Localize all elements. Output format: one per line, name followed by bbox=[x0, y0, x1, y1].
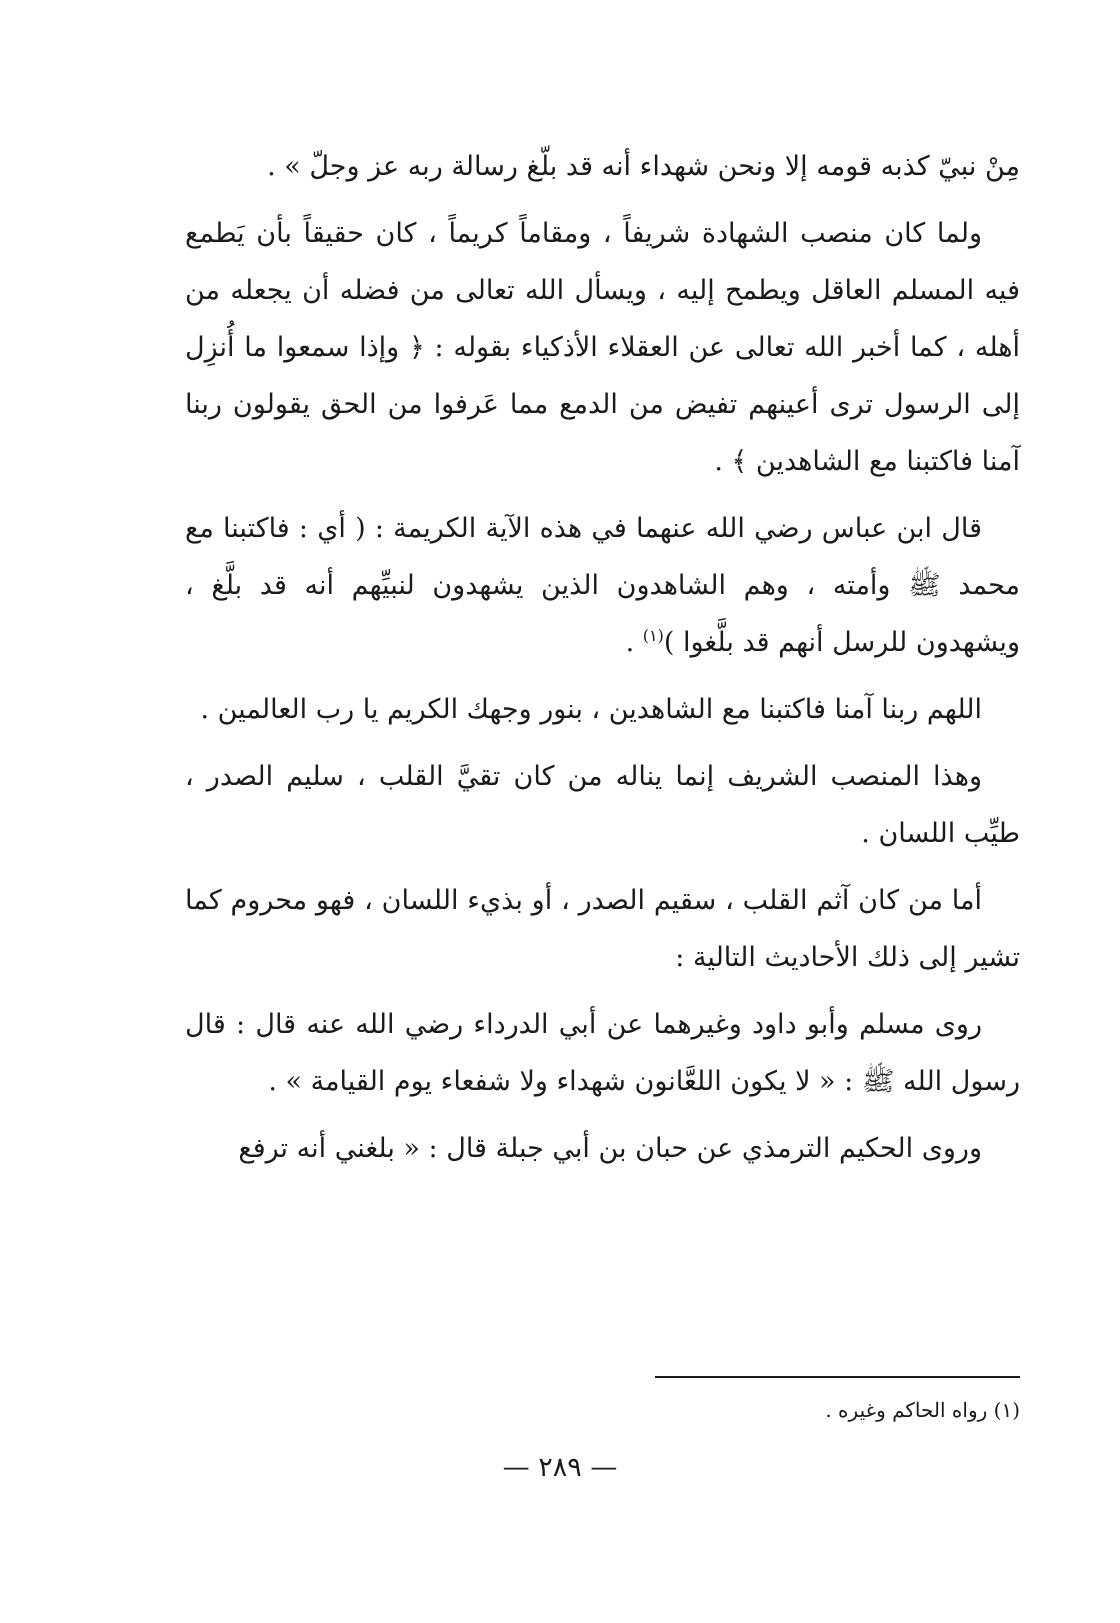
main-text bbox=[185, 138, 1020, 1187]
paragraph-4-text: اللهم ربنا آمنا فاكتبنا مع الشاهدين ، بنور وجهك الكريم يا رب العالمين . bbox=[200, 694, 982, 725]
footnote: (١) رواه الحاكم وغيره . bbox=[825, 1398, 1020, 1422]
paragraph-3-tail: . bbox=[625, 627, 643, 658]
paragraph-7 bbox=[185, 996, 1020, 1110]
paragraph-2 bbox=[185, 205, 1020, 490]
paragraph-1-text: مِنْ نبيّ كذبه قومه إلا ونحن شهداء أنه قد بلّغ رسالة ربه عز وجلّ » . bbox=[267, 151, 1020, 182]
paragraph-5 bbox=[185, 748, 1020, 862]
paragraph-8-text: وروى الحكيم الترمذي عن حبان بن أبي جبلة قال : « بلغني أنه ترفع bbox=[238, 1133, 982, 1164]
paragraph-3-text: قال ابن عباس رضي الله عنهما في هذه الآية الكريمة : ( أي : فاكتبنا مع محمد ﷺ وأمته ، وهم الشاهدون الذين يشهدون لنبيِّهم أنه قد بلَّغ ، ويشهدون للرسل أنهم قد بلَّغوا ) bbox=[185, 513, 1020, 658]
footnote-reference[interactable]: (١) bbox=[642, 626, 664, 645]
paragraph-1 bbox=[185, 138, 1020, 195]
paragraph-7-text: روى مسلم وأبو داود وغيرهما عن أبي الدرداء رضي الله عنه قال : قال رسول الله ﷺ : « لا يكون اللعَّانون شهداء ولا شفعاء يوم القيامة » . bbox=[185, 1009, 1020, 1097]
paragraph-6-text: أما من كان آثم القلب ، سقيم الصدر ، أو بذيء اللسان ، فهو محروم كما تشير إلى ذلك الأحاديث التالية : bbox=[185, 885, 1020, 973]
paragraph-2-text: ولما كان منصب الشهادة شريفاً ، ومقاماً كريماً ، كان حقيقاً بأن يَطمع فيه المسلم العاقل ويطمح إليه ، ويسأل الله تعالى من فضله أن يجعله من أهله ، كما أخبر الله تعالى عن العقلاء الأذكياء بقوله : ﴿ وإذا سمعوا ما أُنزِل إلى الرسول ترى أعينهم تفيض من الدمع مما عَرفوا من الحق يقولون ربنا آمنا فاكتبنا مع الشاهدين ﴾ . bbox=[185, 218, 1020, 477]
paragraph-3 bbox=[185, 500, 1020, 671]
page-number: — ٢٨٩ — bbox=[502, 1452, 618, 1483]
paragraph-5-text: وهذا المنصب الشريف إنما يناله من كان تقيَّ القلب ، سليم الصدر ، طيِّب اللسان . bbox=[185, 761, 1020, 849]
footnote-divider bbox=[655, 1376, 1020, 1378]
paragraph-8 bbox=[185, 1120, 1020, 1177]
paragraph-4 bbox=[185, 681, 1020, 738]
paragraph-6 bbox=[185, 872, 1020, 986]
